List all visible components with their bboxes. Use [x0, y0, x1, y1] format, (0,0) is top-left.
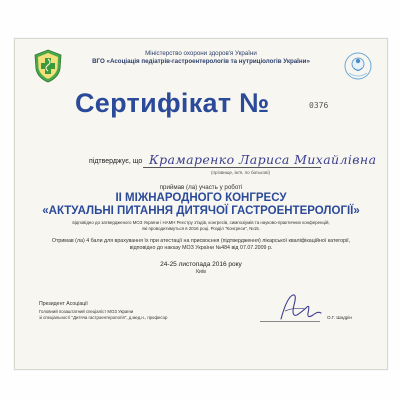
certificate-number: 0376 [309, 101, 329, 110]
points-text-line1: Отримав (ла) 4 бали для врахування їх при атестації на присвоєння (підтвердження) лікарської кваліфікаційної категорії, [51, 238, 351, 244]
confirm-label: підтверджує, що [89, 158, 143, 165]
points-text-line2: відповідно до наказу МОЗ України №484 від 07.07.2009 р. [129, 245, 273, 251]
registry-note-line1: відповідно до затвердженого МОЗ України і НАМН Реєстру з'їздів, конгресів, симпозіумів та науково-практичних конференцій, [72, 220, 330, 225]
signature-line [260, 321, 320, 322]
certificate-title: Сертифікат № [75, 88, 270, 118]
ministry-name: Міністерство охорони здоров'я України [145, 50, 257, 57]
signature [277, 289, 323, 325]
recipient-name: Крамаренко Лариса Михайлівна [149, 152, 377, 167]
congress-title-line1: II МІЖНАРОДНОГО КОНГРЕСУ [115, 192, 287, 204]
signer-name: О.Г. Шадрін [327, 315, 352, 320]
president-role-line1: Головний позаштатний спеціаліст МОЗ України [39, 309, 134, 314]
name-caption: (прізвище, ім'я, по батькові) [211, 170, 271, 175]
president-role-line2: зі спеціальності "Дитяча гастроентерологія", д.мед.н., професор [39, 315, 168, 320]
participation-text: приймав (ла) участь у роботі [159, 184, 243, 191]
president-title: Президент Асоціації [39, 301, 88, 307]
congress-title-line2: «АКТУАЛЬНІ ПИТАННЯ ДИТЯЧОЇ ГАСТРОЕНТЕРОЛОГІЇ» [42, 205, 360, 217]
event-date: 24-25 листопада 2016 року [160, 261, 242, 268]
name-underline [143, 167, 321, 168]
event-city: Київ [196, 269, 206, 275]
association-name: ВГО «Асоціація педіатрів-гастроентерологів та нутриціологів України» [92, 58, 310, 65]
certificate [14, 38, 388, 370]
registry-note-line2: які проводитимуться в 2016 році. Розділ "Конгреси", №15. [142, 226, 260, 231]
